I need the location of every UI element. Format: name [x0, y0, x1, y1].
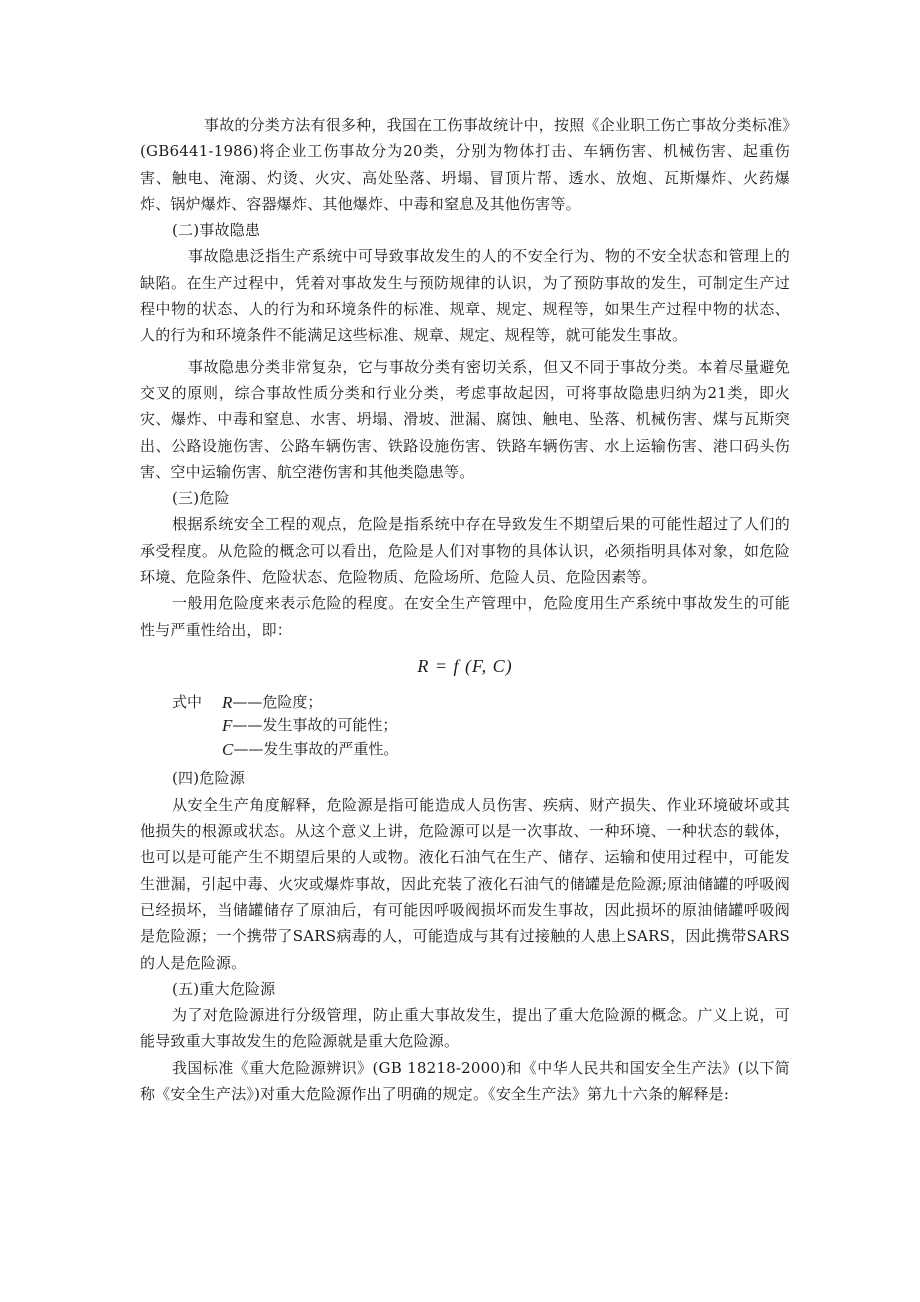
- paragraph-major-hazard-concept: 为了对危险源进行分级管理，防止重大事故发生，提出了重大危险源的概念。广义上说，可能导致重大事故发生的危险源就是重大危险源。: [140, 1006, 790, 1051]
- definition-row-r: [140, 691, 790, 715]
- definition-text: ——危险度；: [232, 692, 323, 711]
- definition-row-f: [140, 714, 790, 738]
- section-heading-danger: (三)危险: [172, 489, 230, 508]
- section-heading-hazard-source: (四)危险源: [172, 769, 245, 788]
- formula-definitions: [140, 691, 790, 762]
- section-heading-hidden-hazards: (二)事故隐患: [172, 221, 261, 240]
- formula-risk: R = f (F, C): [417, 655, 513, 676]
- paragraph-accident-classification: 事故的分类方法有很多种，我国在工伤事故统计中，按照《企业职工伤亡事故分类标准》(GB6441-1986)将企业工伤事故分为20类，分别为物体打击、车辆伤害、机械伤害、起重伤害、触电、淹溺、灼烫、火灾、高处坠落、坍塌、冒顶片帮、透水、放炮、瓦斯爆炸、火药爆炸、锅炉爆炸、容器爆炸、其他爆炸、中毒和窒息及其他伤害等。: [140, 116, 790, 213]
- definition-symbol: R: [222, 692, 233, 712]
- document-body: [140, 112, 790, 1107]
- paragraph-danger-definition: 根据系统安全工程的观点，危险是指系统中存在导致发生不期望后果的可能性超过了人们的承受程度。从危险的概念可以看出，危险是人们对事物的具体认识，必须指明具体对象，如危险环境、危险条件、危险状态、危险物质、危险场所、危险人员、危险因素等。: [140, 515, 790, 587]
- paragraph-hidden-hazards-definition: 事故隐患泛指生产系统中可导致事故发生的人的不安全行为、物的不安全状态和管理上的缺陷。在生产过程中，凭着对事故发生与预防规律的认识，为了预防事故的发生，可制定生产过程中物的状态、人的行为和环境条件的标准、规章、规定、规程等，如果生产过程中物的状态、人的行为和环境条件不能满足这些标准、规章、规定、规程等，就可能发生事故。: [140, 247, 790, 345]
- definitions-prefix: 式中: [172, 692, 203, 711]
- definition-text: ——发生事故的可能性；: [232, 716, 398, 735]
- paragraph-major-hazard-standard: 我国标准《重大危险源辨识》(GB 18218-2000)和《中华人民共和国安全生产法》(以下简称《安全生产法》)对重大危险源作出了明确的规定。《安全生产法》第九十六条的解释是:: [140, 1058, 790, 1103]
- definition-symbol: C: [222, 739, 234, 759]
- paragraph-danger-degree: 一般用危险度来表示危险的程度。在安全生产管理中，危险度用生产系统中事故发生的可能性与严重性给出，即：: [140, 594, 790, 639]
- definition-symbol: F: [222, 716, 233, 736]
- definition-text: ——发生事故的严重性。: [233, 739, 399, 758]
- paragraph-hazard-source: 从安全生产角度解释，危险源是指可能造成人员伤害、疾病、财产损失、作业环境破坏或其他损失的根源或状态。从这个意义上讲，危险源可以是一次事故、一种环境、一种状态的载体，也可以是可能产生不期望后果的人或物。液化石油气在生产、储存、运输和使用过程中，可能发生泄漏，引起中毒、火灾或爆炸事故，因此充装了液化石油气的储罐是危险源;原油储罐的呼吸阀已经损坏，当储罐储存了原油后，有可能因呼吸阀损坏而发生事故，因此损坏的原油储罐呼吸阀是危险源；一个携带了SARS病毒的人，可能造成与其有过接触的人患上SARS，因此携带SARS的人是危险源。: [140, 795, 790, 972]
- paragraph-hidden-hazards-classification: 事故隐患分类非常复杂，它与事故分类有密切关系，但又不同于事故分类。本着尽量避免交叉的原则，综合事故性质分类和行业分类，考虑事故起因，可将事故隐患归纳为21类，即火灾、爆炸、中毒和窒息、水害、坍塌、滑坡、泄漏、腐蚀、触电、坠落、机械伤害、煤与瓦斯突出、公路设施伤害、公路车辆伤害、铁路设施伤害、铁路车辆伤害、水上运输伤害、港口码头伤害、空中运输伤害、航空港伤害和其他类隐患等。: [140, 357, 790, 481]
- definition-row-c: [140, 738, 790, 762]
- section-heading-major-hazard-source: (五)重大危险源: [172, 979, 276, 998]
